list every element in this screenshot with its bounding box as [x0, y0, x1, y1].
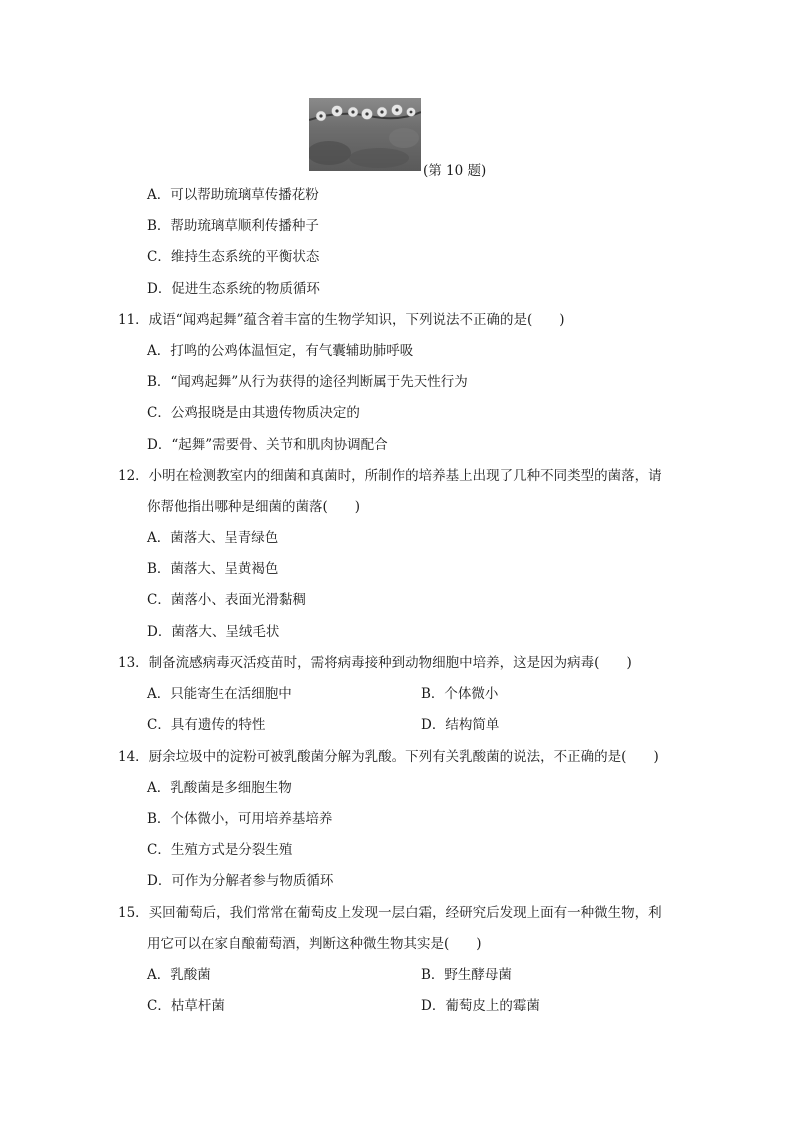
q14-option-d: D．可作为分解者参与物质循环 — [147, 873, 334, 889]
q15-option-d: D．葡萄皮上的霉菌 — [421, 998, 540, 1014]
figure-caption: (第 10 题) — [423, 163, 487, 179]
q15-stem: 15．买回葡萄后，我们常常在葡萄皮上发现一层白霜，经研究后发现上面有一种微生物，利 — [118, 905, 662, 921]
q13-option-a: A．只能寄生在活细胞中 — [147, 686, 292, 702]
q12-stem: 12．小明在检测教室内的细菌和真菌时，所制作的培养基上出现了几种不同类型的菌落，请 — [118, 468, 662, 484]
q15-stem-continued: 用它可以在家自酿葡萄酒，判断这种微生物其实是( ) — [147, 936, 482, 952]
q12-stem-continued: 你帮他指出哪种是细菌的菌落( ) — [147, 499, 361, 515]
q11-stem: 11．成语“闻鸡起舞”蕴含着丰富的生物学知识，下列说法不正确的是( ) — [118, 312, 565, 328]
q11-option-b: B．“闻鸡起舞”从行为获得的途径判断属于先天性行为 — [147, 374, 468, 390]
q12-option-c: C．菌落小、表面光滑黏稠 — [147, 592, 306, 608]
q10-option-a: A．可以帮助琉璃草传播花粉 — [147, 187, 319, 203]
q15-option-b: B．野生酵母菌 — [421, 967, 512, 983]
q12-option-d: D．菌落大、呈绒毛状 — [147, 624, 280, 640]
q14-option-b: B．个体微小，可用培养基培养 — [147, 811, 333, 827]
q11-option-a: A．打鸣的公鸡体温恒定，有气囊辅助肺呼吸 — [147, 343, 414, 359]
q14-option-a: A．乳酸菌是多细胞生物 — [147, 780, 292, 796]
q10-option-c: C．维持生态系统的平衡状态 — [147, 249, 320, 265]
q13-option-b: B．个体微小 — [421, 686, 499, 702]
q15-option-c: C．枯草杆菌 — [147, 998, 225, 1014]
q14-option-c: C．生殖方式是分裂生殖 — [147, 842, 293, 858]
q13-option-d: D．结构简单 — [421, 717, 500, 733]
q10-option-d: D．促进生态系统的物质循环 — [147, 281, 320, 297]
q11-option-c: C．公鸡报晓是由其遗传物质决定的 — [147, 405, 360, 421]
q14-stem: 14．厨余垃圾中的淀粉可被乳酸菌分解为乳酸。下列有关乳酸菌的说法，不正确的是( ) — [118, 749, 659, 765]
question-10-photo — [309, 98, 421, 171]
q15-option-a: A．乳酸菌 — [147, 967, 211, 983]
q13-option-c: C．具有遗传的特性 — [147, 717, 266, 733]
q12-option-b: B．菌落大、呈黄褐色 — [147, 561, 279, 577]
q10-option-b: B．帮助琉璃草顺利传播种子 — [147, 218, 319, 234]
q12-option-a: A．菌落大、呈青绿色 — [147, 530, 279, 546]
q13-stem: 13．制备流感病毒灭活疫苗时，需将病毒接种到动物细胞中培养，这是因为病毒( ) — [118, 655, 632, 671]
q11-option-d: D．“起舞”需要骨、关节和肌肉协调配合 — [147, 437, 388, 453]
